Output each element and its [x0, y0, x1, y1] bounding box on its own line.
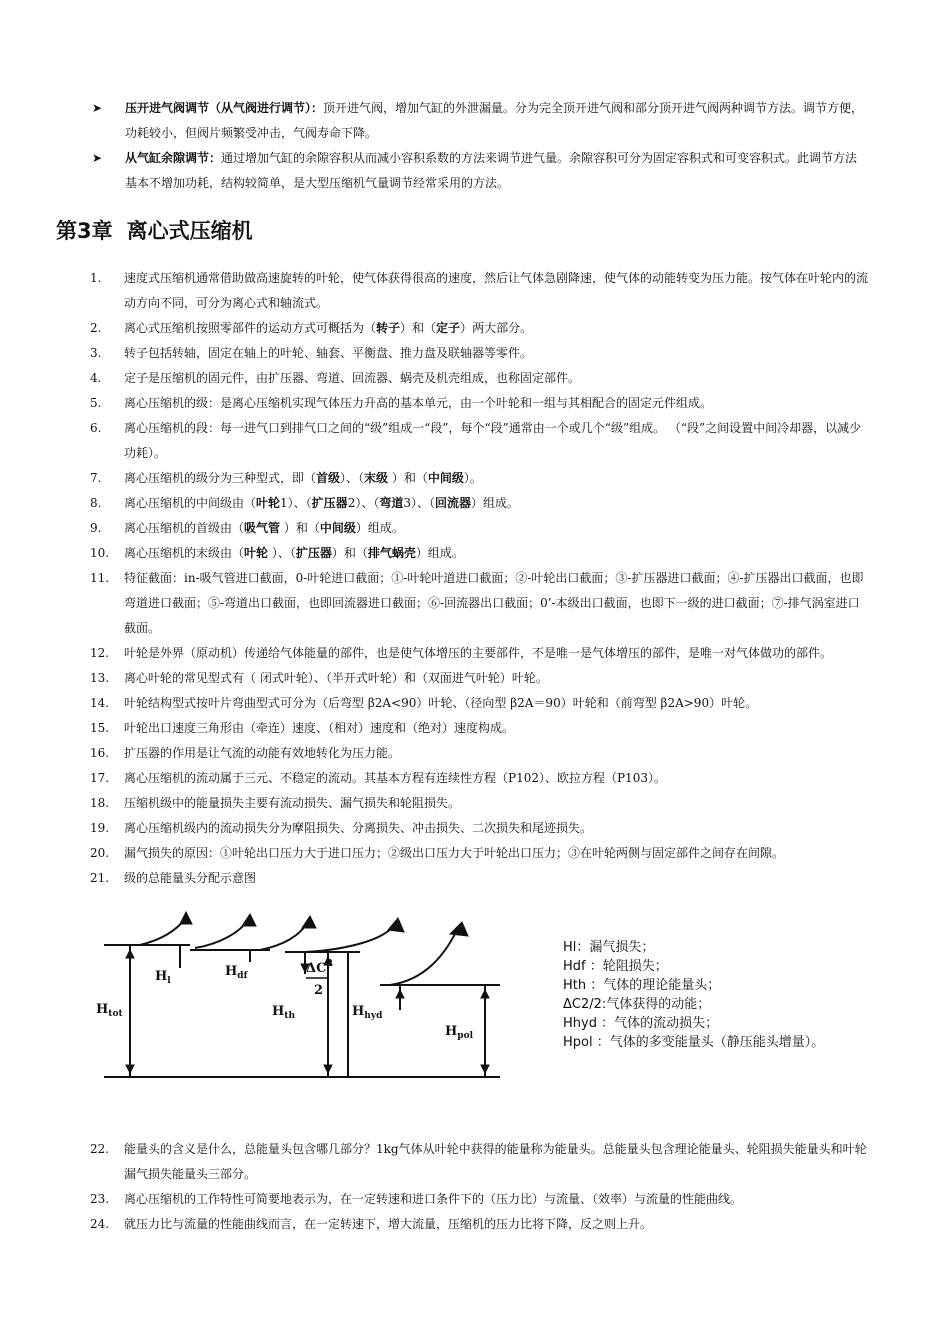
list-item: [90, 1137, 870, 1187]
arrow-down-htot: [126, 1065, 134, 1073]
list-item-text: 离心压缩机的中间级由（叶轮1）、（扩压器2）、（弯道3）、（回流器）组成。: [124, 496, 520, 510]
numbered-list: [90, 266, 870, 891]
list-item-text: 离心压缩机的末级由（叶轮 ）、（扩压器）和（排气蜗壳）组成。: [124, 546, 464, 560]
label-hl: $H_l$: [155, 969, 171, 986]
list-item-text: 压缩机级中的能量损失主要有流动损失、漏气损失和轮阻损失。: [124, 796, 461, 810]
list-item: [90, 316, 870, 341]
chapter-number: 第3章: [56, 219, 113, 243]
label-dc: $\Delta C^2$: [306, 959, 333, 976]
list-item: [90, 466, 870, 491]
list-item-number: 1.: [90, 271, 102, 285]
list-item-number: 11.: [90, 571, 110, 585]
curve-2: [195, 920, 248, 948]
list-item-number: 20.: [90, 846, 110, 860]
legend-hpol: Hpol ：气体的多变能量头（静压能头增量）。: [563, 1035, 825, 1050]
list-item: [90, 741, 870, 766]
curve-1: [140, 918, 186, 945]
list-item-number: 9.: [90, 521, 102, 535]
label-hth: $H_{th}$: [272, 1004, 295, 1021]
label-dc-den: 2: [314, 983, 324, 998]
legend-dc: ΔC2/2:气体获得的动能；: [563, 997, 711, 1012]
arrow-head-1: [180, 912, 192, 924]
list-item-number: 16.: [90, 746, 110, 760]
list-item-text: 定子是压缩机的固元件，由扩压器、弯道、回流器、蜗壳及机壳组成，也称固定部件。: [124, 371, 581, 385]
list-item-number: 13.: [90, 671, 110, 685]
list-item-number: 21.: [90, 871, 110, 885]
list-item-number: 7.: [90, 471, 102, 485]
legend-hl: Hl：漏气损失；: [563, 940, 655, 955]
list-item-number: 3.: [90, 346, 102, 360]
list-item: [90, 391, 870, 416]
list-item: [90, 1212, 870, 1237]
legend-hdf: Hdf ：轮阻损失；: [563, 959, 668, 974]
list-item: [90, 341, 870, 366]
list-item-text: 离心压缩机的级：是离心压缩机实现气体压力升高的基本单元，由一个叶轮和一组与其相配合的固定元件组成。: [124, 396, 713, 410]
list-item: [90, 516, 870, 541]
arrow-down-hth: [324, 1065, 332, 1073]
list-item: [90, 641, 870, 666]
bullet-text-1: [125, 96, 865, 146]
list-item-number: 18.: [90, 796, 110, 810]
list-item: [90, 666, 870, 691]
list-item-number: 19.: [90, 821, 110, 835]
curve-3: [260, 922, 308, 950]
list-item-text: 级的总能量头分配示意图: [124, 871, 257, 885]
label-hhyd: $H_{hyd}$: [352, 1004, 383, 1021]
list-item-number: 15.: [90, 721, 110, 735]
list-item-number: 8.: [90, 496, 102, 510]
list-item-text: 离心压缩机级内的流动损失分为摩阻损失、分离损失、冲击损失、二次损失和尾迹损失。: [124, 821, 593, 835]
arrow-bullet-icon: ➤: [92, 101, 103, 115]
list-item: [90, 866, 870, 891]
list-item: [90, 266, 870, 316]
list-item-text: 漏气损失的原因：①叶轮出口压力大于进口压力；②级出口压力大于叶轮出口压力；③在叶轮两侧与固定部件之间存在间隙。: [124, 846, 785, 860]
list-item-text: 叶轮结构型式按叶片弯曲型式可分为（后弯型 β2A<90）叶轮、（径向型 β2A＝90）叶轮和（前弯型 β2A>90）叶轮。: [124, 696, 758, 710]
list-item: [90, 791, 870, 816]
legend-hth: Hth ：气体的理论能量头；: [563, 978, 721, 993]
energy-head-diagram: [96, 910, 510, 1085]
list-item-number: 22.: [90, 1142, 110, 1156]
list-item-text: 离心压缩机的首级由（吸气管 ）和（中间级）组成。: [124, 521, 404, 535]
bullet-2-text: 通过增加气缸的余隙容积从而减小容积系数的方法来调节进气量。余隙容积可分为固定容积式和可变容积式。此调节方法基本不增加功耗，结构较简单，是大型压缩机气量调节经常采用的方法。: [125, 151, 858, 190]
list-item: [90, 416, 870, 466]
list-item-text: 就压力比与流量的性能曲线而言，在一定转速下，增大流量，压缩机的压力比将下降，反之则上升。: [124, 1217, 653, 1231]
bullet-text-2: [125, 146, 865, 196]
arrow-head-2: [242, 914, 256, 926]
list-item-text: 叶轮是外界（原动机）传递给气体能量的部件，也是使气体增压的主要部件，不是唯一是气体增压的部件，是唯一对气体做功的部件。: [124, 646, 833, 660]
list-item-text: 离心式压缩机按照零部件的运动方式可概括为（转子）和（定子）两大部分。: [124, 321, 533, 335]
bullet-1-bold: 压开进气阀调节（从气阀进行调节）：: [125, 101, 324, 115]
arrow-up-htot: [126, 950, 134, 958]
list-item-text: 离心压缩机的段：每一进气口到排气口之间的“级”组成一“段”，每个“段”通常由一个或几个“级”组成。 （“段”之间设置中间冷却器，以减少功耗）。: [124, 421, 862, 460]
list-item: [90, 841, 870, 866]
arrow-down-hpol: [481, 1065, 489, 1073]
label-hdf: $H_{df}$: [225, 964, 248, 981]
list-item-number: 14.: [90, 696, 110, 710]
bullet-2-bold: 从气缸余隙调节：: [125, 151, 222, 165]
numbered-list-continued: [90, 1137, 870, 1237]
list-item-text: 离心压缩机的级分为三种型式，即（首级）、（末级 ）和（中间级）。: [124, 471, 482, 485]
curve-4: [305, 924, 395, 952]
list-item: [90, 541, 870, 566]
list-item-text: 扩压器的作用是让气流的动能有效地转化为压力能。: [124, 746, 401, 760]
label-hpol: $H_{pol}$: [445, 1024, 474, 1041]
list-item-text: 转子包括转轴，固定在轴上的叶轮、轴套、平衡盘、推力盘及联轴器等零件。: [124, 346, 533, 360]
list-item-number: 6.: [90, 421, 102, 435]
list-item-text: 离心压缩机的流动属于三元、不稳定的流动。其基本方程有连续性方程（P102）、欧拉方程（P103）。: [124, 771, 666, 785]
list-item: [90, 766, 870, 791]
list-item-text: 能量头的含义是什么，总能量头包含哪几部分？1kg气体从叶轮中获得的能量称为能量头。总能量头包含理论能量头、轮阻损失能量头和叶轮漏气损失能量头三部分。: [124, 1142, 867, 1181]
list-item-number: 2.: [90, 321, 102, 335]
chapter-heading: [56, 216, 253, 246]
list-item-number: 4.: [90, 371, 102, 385]
list-item-number: 23.: [90, 1192, 110, 1206]
arrow-head-3: [302, 916, 316, 928]
list-item-text: 离心压缩机的工作特性可简要地表示为，在一定转速和进口条件下的（压力比）与流量、（效率）与流量的性能曲线。: [124, 1192, 743, 1206]
list-item: [90, 816, 870, 841]
list-item-text: 叶轮出口速度三角形由（牵连）速度、（相对）速度和（绝对）速度构成。: [124, 721, 515, 735]
list-item-text: 特征截面：in-吸气管进口截面，0-叶轮进口截面；①-叶轮叶道进口截面；②-叶轮出口截面；③-扩压器进口截面；④-扩压器出口截面，也即弯道进口截面；⑤-弯道出口截面，也即回流器进口截面；⑥-回流器出口截面；0’-本级出口截面，也即下一级的进口截面；⑦-排气涡室进口截面。: [124, 571, 864, 635]
bullet-1-text: 顶开进气阀，增加气缸的外泄漏量。分为完全顶开进气阀和部分顶开进气阀两种调节方法。调节方便，功耗较小，但阀片频繁受冲击，气阀寿命下降。: [125, 101, 864, 140]
arrow-up-hpol: [481, 990, 489, 998]
list-item: [90, 716, 870, 741]
list-item: [90, 366, 870, 391]
list-item-text: 速度式压缩机通常借助做高速旋转的叶轮，使气体获得很高的速度，然后让气体急剧降速，使气体的动能转变为压力能。按气体在叶轮内的流动方向不同，可分为离心式和轴流式。: [124, 271, 869, 310]
legend-hhyd: Hhyd ：气体的流动损失；: [563, 1016, 719, 1031]
arrow-bullet-icon: ➤: [92, 151, 103, 165]
arrow-head-4: [388, 918, 404, 932]
list-item-text: 离心叶轮的常见型式有（ 闭式叶轮）、（半开式叶轮）和（双面进气叶轮）叶轮。: [124, 671, 548, 685]
arrow-up-hhyd: [396, 990, 404, 998]
arrow-head-5: [450, 922, 468, 936]
list-item: [90, 566, 870, 641]
list-item: [90, 491, 870, 516]
list-item-number: 12.: [90, 646, 110, 660]
list-item-number: 5.: [90, 396, 102, 410]
curve-5: [390, 928, 458, 985]
chapter-title: 离心式压缩机: [126, 219, 253, 243]
list-item-number: 17.: [90, 771, 110, 785]
list-item: [90, 691, 870, 716]
list-item: [90, 1187, 870, 1212]
diagram-legend: [563, 938, 853, 1052]
label-htot: $H_{tot}$: [96, 1002, 123, 1019]
list-item-number: 10.: [90, 546, 110, 560]
list-item-number: 24.: [90, 1217, 110, 1231]
